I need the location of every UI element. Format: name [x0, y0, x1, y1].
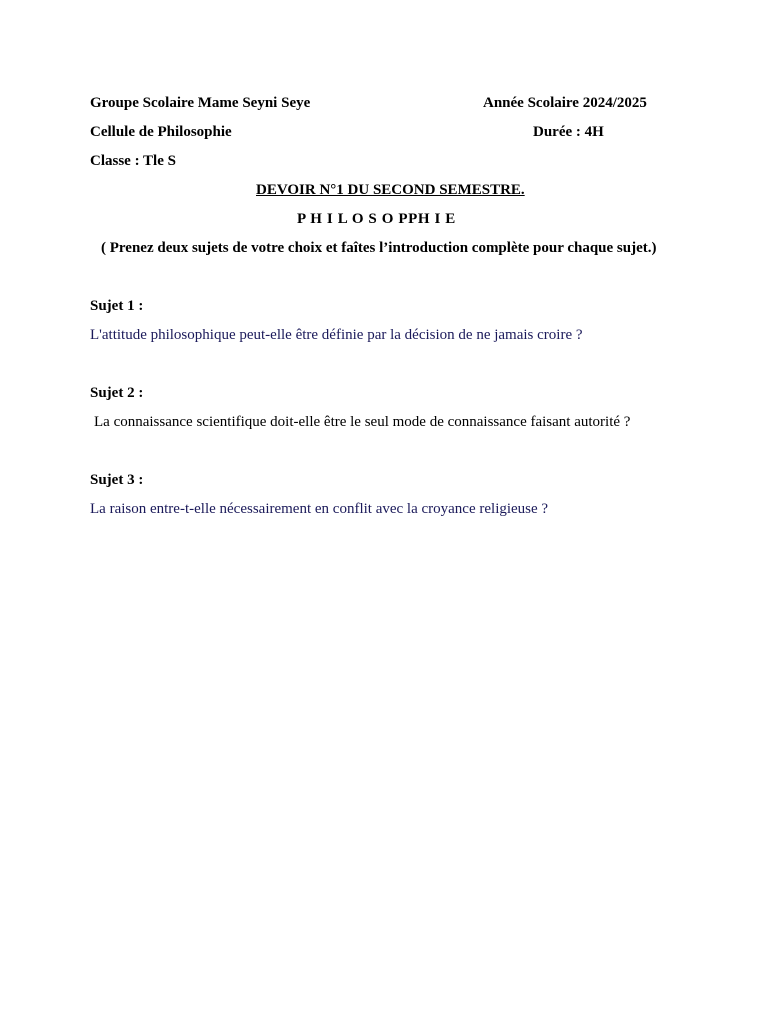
sujet-3-label: Sujet 3 :: [90, 472, 144, 488]
school-year: Année Scolaire 2024/2025: [483, 95, 647, 111]
sujet-3-question: La raison entre-t-elle nécessairement en conflit avec la croyance religieuse ?: [90, 501, 549, 517]
sujet-2-question: La connaissance scientifique doit-elle être le seul mode de connaissance faisant autorité ?: [94, 414, 631, 430]
sujet-1-question: L'attitude philosophique peut-elle être définie par la décision de ne jamais croire ?: [90, 327, 583, 343]
class-label: Classe : Tle S: [90, 153, 176, 169]
exam-duration: Durée : 4H: [533, 124, 604, 140]
exam-instructions: ( Prenez deux sujets de votre choix et faîtes l’introduction complète pour chaque sujet.): [101, 240, 657, 256]
department-name: Cellule de Philosophie: [90, 124, 232, 140]
exam-subject: P H I L O S O PPH I E: [297, 211, 456, 227]
sujet-1-label: Sujet 1 :: [90, 298, 144, 314]
school-name: Groupe Scolaire Mame Seyni Seye: [90, 95, 311, 111]
exam-title: DEVOIR N°1 DU SECOND SEMESTRE.: [256, 182, 525, 198]
sujet-2-label: Sujet 2 :: [90, 385, 144, 401]
